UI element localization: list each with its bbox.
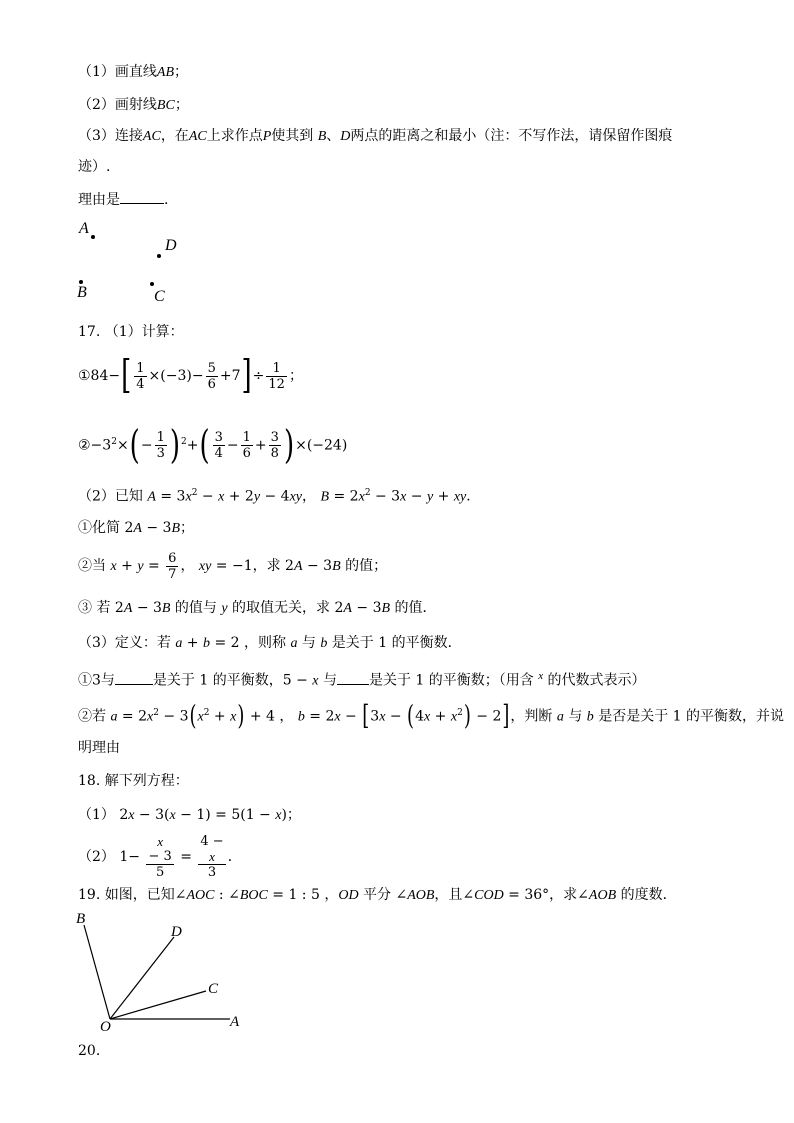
q16-part1: （1）画直线AB； bbox=[78, 64, 189, 80]
q17-expr2: $②-3^2\times(-$ $\frac{1}{3}$ )$^2$+( $\frac{3}{4}$ − $\frac{1}{6}$ + $\frac{3}{8}$ )×(−24) bbox=[78, 423, 348, 469]
point-a bbox=[91, 235, 95, 239]
q17-part3-2-cont: 明理由 bbox=[78, 740, 120, 756]
q16-part2: （2）画射线BC； bbox=[78, 97, 189, 113]
point-d bbox=[157, 254, 161, 258]
q18-eq2: （2） 1− x − 3 5 = 4 − x 3 ． bbox=[78, 834, 242, 880]
q17-expr1: ①84−[ $\frac{1}{4}$ ×(−3)− $\frac{5}{6}$ +7]÷ $\frac{1}{12}$ ； bbox=[78, 353, 303, 399]
q17-part3-1: ①3与 是关于 1 的平衡数，5 − x 与 是关于 1 的平衡数；（用含 $^x$ 的代数式表示） bbox=[78, 670, 646, 689]
q17-title: 17. （1）计算： bbox=[78, 324, 184, 340]
q18-eq1: （1） 2x − 3(x − 1) = 5(1 − x)； bbox=[78, 807, 301, 823]
ray-oc bbox=[110, 991, 206, 1019]
label-a: A bbox=[230, 1014, 240, 1030]
q16-part3: （3）连接AC，在AC上求作点P使其到 B、D两点的距离之和最小（注：不写作法，请保留作图痕 bbox=[78, 128, 673, 144]
angle-figure bbox=[70, 905, 280, 1040]
point-c bbox=[150, 282, 154, 286]
q17-part3-2: ②若 $a = 2x^2 - 3(x^2 + x) + 4$ ， $b = 2x - [3x - (4x + x^2) - 2]$，判断 a 与 b 是否是关于 1 的平衡数，并说 bbox=[78, 700, 785, 732]
point-c-label: C bbox=[154, 288, 165, 305]
q18-title: 18. 解下列方程： bbox=[78, 773, 189, 789]
ray-od bbox=[110, 937, 174, 1019]
label-b: B bbox=[76, 911, 86, 927]
label-c: C bbox=[208, 981, 219, 997]
q17-part2: （2）已知 $A = 3x^2 - x + 2y - 4xy$， $B = 2x^2 - 3x - y$ + xy． bbox=[78, 488, 481, 505]
point-d-label: D bbox=[165, 237, 177, 254]
point-a-label: A bbox=[79, 220, 89, 237]
ray-ob bbox=[84, 925, 110, 1019]
q17-part2-1: ①化简 2A − 3B； bbox=[78, 520, 195, 536]
q17-part2-2: ②当 x + y = $\frac{6}{7}$ ， xy = −1，求 2A − 3B 的值； bbox=[78, 550, 388, 582]
point-b-label: B bbox=[77, 284, 87, 301]
q19-text: 19. 如图，已知∠AOC : ∠BOC = 1 : 5 ，OD 平分 ∠AOB，且∠COD = 36°，求∠AOB 的度数． bbox=[78, 887, 677, 903]
label-o: O bbox=[100, 1019, 111, 1035]
q16-part3-cont: 迹）. bbox=[78, 159, 111, 175]
q17-part2-3: ③ 若 2A − 3B 的值与 y 的取值无关，求 2A − 3B 的值． bbox=[78, 600, 437, 616]
q20-number: 20. bbox=[78, 1043, 101, 1059]
label-d: D bbox=[171, 924, 182, 940]
q17-part3: （3）定义：若 a + b = 2 ，则称 a 与 b 是关于 1 的平衡数． bbox=[78, 635, 462, 651]
q16-reason: 理由是 . bbox=[78, 189, 168, 210]
